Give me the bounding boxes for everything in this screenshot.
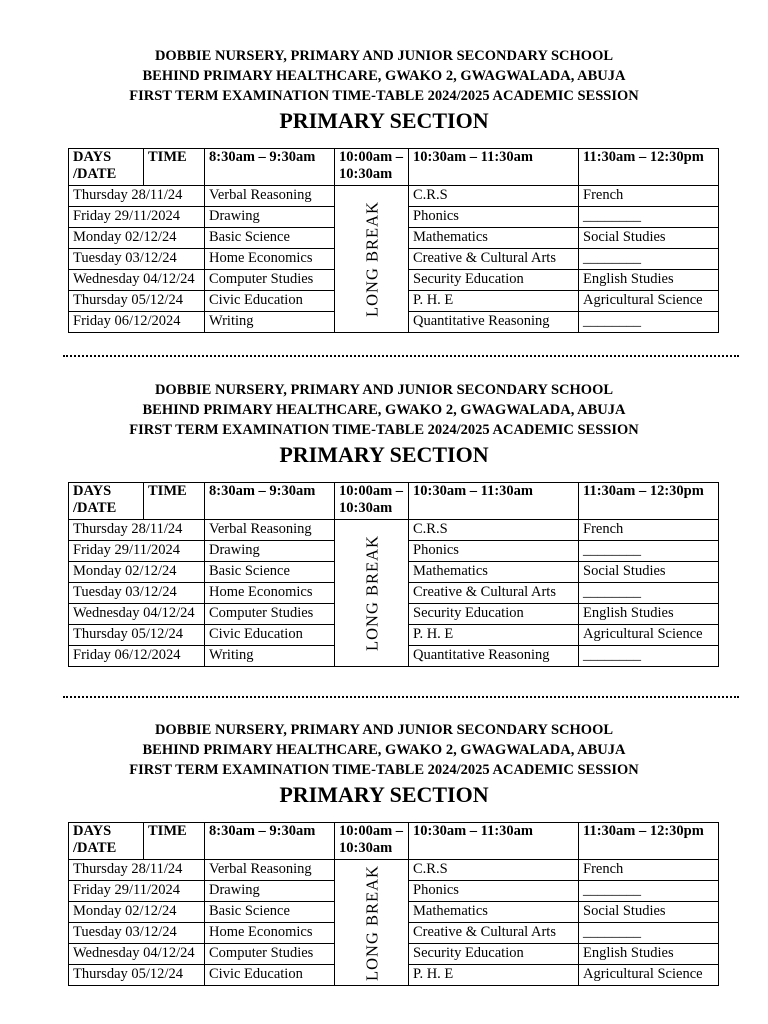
slot3-cell: French [579, 186, 719, 207]
long-break-label: LONG BREAK [362, 535, 381, 651]
slot2-cell: Quantitative Reasoning [409, 646, 579, 667]
header-days-date: DAYS /DATE [69, 149, 144, 186]
slot2-cell: Creative & Cultural Arts [409, 923, 579, 944]
slot1-cell: Home Economics [205, 923, 335, 944]
slot2-cell: Security Education [409, 604, 579, 625]
slot1-cell: Basic Science [205, 562, 335, 583]
slot2-cell: Security Education [409, 944, 579, 965]
day-cell: Friday 06/12/2024 [69, 312, 205, 333]
slot3-cell: ________ [579, 583, 719, 604]
day-cell: Monday 02/12/24 [69, 562, 205, 583]
day-cell: Thursday 05/12/24 [69, 291, 205, 312]
slot2-cell: P. H. E [409, 291, 579, 312]
slot2-cell: Phonics [409, 207, 579, 228]
timetable-table [68, 482, 719, 667]
long-break-label: LONG BREAK [362, 201, 381, 317]
day-cell: Friday 29/11/2024 [69, 881, 205, 902]
slot1-cell: Home Economics [205, 583, 335, 604]
slot1-cell: Verbal Reasoning [205, 860, 335, 881]
slot3-cell: Social Studies [579, 228, 719, 249]
slot2-cell: Phonics [409, 541, 579, 562]
slot1-cell: Computer Studies [205, 944, 335, 965]
day-cell: Wednesday 04/12/24 [69, 944, 205, 965]
header-slot1: 8:30am – 9:30am [205, 483, 335, 520]
long-break-cell [335, 860, 409, 986]
header-slot2: 10:30am – 11:30am [409, 483, 579, 520]
school-address: BEHIND PRIMARY HEALTHCARE, GWAKO 2, GWAGWALADA, ABUJA [142, 742, 626, 758]
timetable-title: FIRST TERM EXAMINATION TIME-TABLE 2024/2025 ACADEMIC SESSION [129, 88, 639, 104]
slot1-cell: Civic Education [205, 291, 335, 312]
slot3-cell: ________ [579, 881, 719, 902]
slot3-cell: English Studies [579, 270, 719, 291]
slot1-cell: Computer Studies [205, 604, 335, 625]
section-title: PRIMARY SECTION [279, 442, 489, 467]
section-title: PRIMARY SECTION [279, 782, 489, 807]
header-days-date: DAYS /DATE [69, 483, 144, 520]
timetable-title: FIRST TERM EXAMINATION TIME-TABLE 2024/2025 ACADEMIC SESSION [129, 762, 639, 778]
slot1-cell: Drawing [205, 881, 335, 902]
header-days-date: DAYS /DATE [69, 823, 144, 860]
slot3-cell: Social Studies [579, 902, 719, 923]
header-time: TIME [144, 483, 205, 520]
slot2-cell: P. H. E [409, 625, 579, 646]
school-name: DOBBIE NURSERY, PRIMARY AND JUNIOR SECONDARY SCHOOL [154, 722, 614, 738]
day-cell: Thursday 05/12/24 [69, 625, 205, 646]
header-break-time: 10:00am – 10:30am [335, 483, 409, 520]
slot1-cell: Writing [205, 646, 335, 667]
table-row [69, 860, 719, 881]
slot3-cell: English Studies [579, 944, 719, 965]
header-slot2: 10:30am – 11:30am [409, 149, 579, 186]
timetable-title: FIRST TERM EXAMINATION TIME-TABLE 2024/2025 ACADEMIC SESSION [129, 422, 639, 438]
slot3-cell: ________ [579, 646, 719, 667]
timetable-header [0, 46, 768, 134]
long-break-cell [335, 186, 409, 333]
timetable-table [68, 148, 719, 333]
day-cell: Friday 29/11/2024 [69, 541, 205, 562]
slot1-cell: Home Economics [205, 249, 335, 270]
day-cell: Tuesday 03/12/24 [69, 923, 205, 944]
slot2-cell: Mathematics [409, 228, 579, 249]
slot2-cell: Creative & Cultural Arts [409, 249, 579, 270]
slot3-cell: English Studies [579, 604, 719, 625]
slot2-cell: C.R.S [409, 860, 579, 881]
slot1-cell: Verbal Reasoning [205, 520, 335, 541]
table-header-row [69, 483, 719, 520]
day-cell: Tuesday 03/12/24 [69, 249, 205, 270]
slot3-cell: Agricultural Science [579, 291, 719, 312]
slot2-cell: Phonics [409, 881, 579, 902]
slot2-cell: Mathematics [409, 562, 579, 583]
slot1-cell: Civic Education [205, 625, 335, 646]
slot3-cell: ________ [579, 541, 719, 562]
header-time: TIME [144, 823, 205, 860]
header-break-time: 10:00am – 10:30am [335, 823, 409, 860]
school-name: DOBBIE NURSERY, PRIMARY AND JUNIOR SECONDARY SCHOOL [154, 48, 614, 64]
day-cell: Tuesday 03/12/24 [69, 583, 205, 604]
header-slot1: 8:30am – 9:30am [205, 823, 335, 860]
table-header-row [69, 149, 719, 186]
slot3-cell: ________ [579, 923, 719, 944]
day-cell: Wednesday 04/12/24 [69, 604, 205, 625]
header-slot3: 11:30am – 12:30pm [579, 823, 719, 860]
slot1-cell: Basic Science [205, 228, 335, 249]
slot3-cell: ________ [579, 312, 719, 333]
slot1-cell: Drawing [205, 207, 335, 228]
day-cell: Thursday 28/11/24 [69, 860, 205, 881]
school-address: BEHIND PRIMARY HEALTHCARE, GWAKO 2, GWAGWALADA, ABUJA [142, 402, 626, 418]
day-cell: Thursday 05/12/24 [69, 965, 205, 986]
slot2-cell: C.R.S [409, 186, 579, 207]
header-time: TIME [144, 149, 205, 186]
slot3-cell: ________ [579, 249, 719, 270]
slot2-cell: Creative & Cultural Arts [409, 583, 579, 604]
table-row [69, 186, 719, 207]
school-address: BEHIND PRIMARY HEALTHCARE, GWAKO 2, GWAGWALADA, ABUJA [142, 68, 626, 84]
timetable-table [68, 822, 719, 986]
header-slot3: 11:30am – 12:30pm [579, 483, 719, 520]
day-cell: Thursday 28/11/24 [69, 186, 205, 207]
day-cell: Thursday 28/11/24 [69, 520, 205, 541]
slot2-cell: Mathematics [409, 902, 579, 923]
timetable-header [0, 380, 768, 468]
slot3-cell: French [579, 520, 719, 541]
header-slot2: 10:30am – 11:30am [409, 823, 579, 860]
slot1-cell: Basic Science [205, 902, 335, 923]
section-title: PRIMARY SECTION [279, 108, 489, 133]
header-break-time: 10:00am – 10:30am [335, 149, 409, 186]
day-cell: Monday 02/12/24 [69, 228, 205, 249]
long-break-cell [335, 520, 409, 667]
slot3-cell: ________ [579, 207, 719, 228]
slot2-cell: Security Education [409, 270, 579, 291]
day-cell: Friday 29/11/2024 [69, 207, 205, 228]
long-break-label: LONG BREAK [362, 864, 381, 981]
slot2-cell: Quantitative Reasoning [409, 312, 579, 333]
slot1-cell: Drawing [205, 541, 335, 562]
slot3-cell: Agricultural Science [579, 625, 719, 646]
school-name: DOBBIE NURSERY, PRIMARY AND JUNIOR SECONDARY SCHOOL [154, 382, 614, 398]
day-cell: Friday 06/12/2024 [69, 646, 205, 667]
day-cell: Wednesday 04/12/24 [69, 270, 205, 291]
slot1-cell: Verbal Reasoning [205, 186, 335, 207]
cut-line-divider [63, 696, 739, 698]
timetable-header [0, 720, 768, 808]
slot3-cell: Agricultural Science [579, 965, 719, 986]
slot2-cell: P. H. E [409, 965, 579, 986]
day-cell: Monday 02/12/24 [69, 902, 205, 923]
header-slot1: 8:30am – 9:30am [205, 149, 335, 186]
slot2-cell: C.R.S [409, 520, 579, 541]
slot1-cell: Civic Education [205, 965, 335, 986]
header-slot3: 11:30am – 12:30pm [579, 149, 719, 186]
slot3-cell: Social Studies [579, 562, 719, 583]
slot1-cell: Computer Studies [205, 270, 335, 291]
table-header-row [69, 823, 719, 860]
table-row [69, 520, 719, 541]
slot1-cell: Writing [205, 312, 335, 333]
slot3-cell: French [579, 860, 719, 881]
cut-line-divider [63, 355, 739, 357]
